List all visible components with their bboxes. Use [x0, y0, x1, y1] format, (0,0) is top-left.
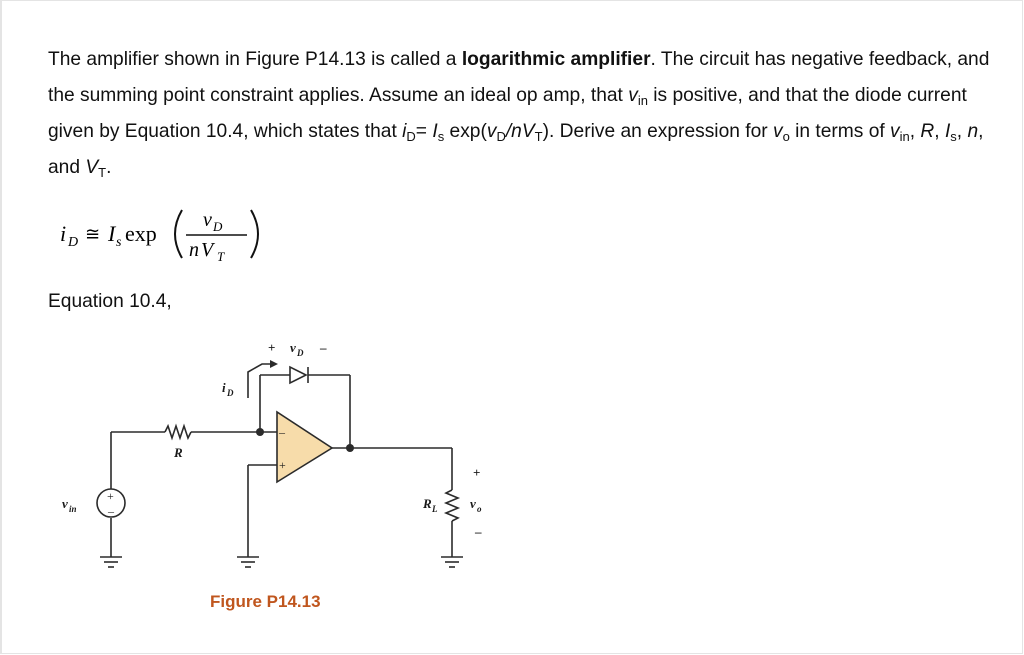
eq-vd: v: [203, 209, 212, 231]
diode-triangle: [290, 367, 306, 383]
comma-4: , and: [48, 121, 984, 178]
resistor-r: [165, 426, 191, 438]
r-symbol: R: [920, 121, 935, 142]
vt-symbol: V: [521, 121, 535, 142]
problem-text-3: is positive, and that the diode current given by Equation 10.4, which states that: [48, 85, 967, 142]
is2-subscript: s: [950, 129, 957, 144]
eq-is-sub: s: [116, 235, 122, 250]
id-label-sub: D: [227, 388, 234, 398]
id-subscript: D: [406, 129, 416, 144]
vt2-subscript: T: [98, 165, 107, 180]
period: .: [106, 157, 112, 178]
source-plus: +: [107, 489, 114, 503]
vin2-symbol: v: [890, 121, 900, 142]
vo-label: v: [470, 496, 476, 511]
exp-close: ). Derive an expression for: [542, 121, 773, 142]
eq-vd-sub: D: [213, 219, 223, 234]
eq-right-paren: [251, 210, 258, 258]
opamp-plus: +: [279, 458, 286, 472]
eq-left-paren: [175, 210, 182, 258]
id-arrowhead: [270, 360, 278, 368]
id-symbol: i: [402, 121, 407, 142]
eq-id: i: [60, 221, 67, 246]
eq-vt: V: [201, 239, 214, 261]
exp-open: exp(: [444, 121, 487, 142]
eq-n: n: [189, 239, 199, 261]
vd-plus: +: [268, 340, 276, 355]
id-arrow-line: [248, 364, 270, 398]
vd-label: v: [290, 340, 296, 355]
equals-sign: =: [415, 121, 433, 142]
vo-minus: –: [475, 524, 482, 539]
eq-approx: ≅: [85, 224, 101, 245]
summing-node: [256, 428, 264, 436]
problem-text-4: in terms of: [789, 121, 891, 142]
is-subscript: s: [437, 129, 445, 144]
vo-plus: +: [473, 465, 481, 480]
vd-minus: –: [320, 340, 327, 355]
problem-text-2: . The circuit has negative feedback, and the summing point constraint applies. Assume an ideal op amp, that: [48, 49, 990, 106]
diode-equation: [58, 198, 278, 275]
comma-3: ,: [956, 121, 968, 142]
vin-symbol: v: [628, 85, 638, 106]
is2-symbol: I: [944, 121, 951, 142]
vt2-symbol: V: [85, 157, 99, 178]
n-symbol: n: [967, 121, 979, 142]
bold-term: logarithmic amplifier: [461, 49, 651, 70]
eq-is: I: [108, 221, 116, 246]
source-minus: –: [108, 504, 114, 518]
eq-exp: exp: [125, 221, 157, 246]
opamp-minus: –: [279, 425, 285, 439]
vo-subscript: o: [782, 129, 790, 144]
problem-statement: [48, 42, 998, 186]
vin-subscript: in: [637, 93, 648, 108]
problem-text-1: The amplifier shown in Figure P14.13 is called a: [48, 49, 462, 70]
eq-id-sub: D: [68, 235, 79, 250]
eq-vt-sub: T: [217, 249, 225, 264]
comma-1: ,: [909, 121, 921, 142]
vd-subscript: D: [496, 129, 506, 144]
vd-symbol: v: [486, 121, 497, 142]
vin2-subscript: in: [899, 129, 910, 144]
resistor-rl: [446, 490, 458, 521]
vo-symbol: v: [772, 121, 783, 142]
equation-caption: Equation 10.4,: [48, 291, 172, 312]
circuit-figure: [50, 330, 510, 625]
figure-caption: Figure P14.13: [210, 592, 321, 611]
vo-label-sub: o: [477, 504, 482, 514]
comma-2: ,: [934, 121, 945, 142]
rl-label: R: [423, 496, 432, 511]
vd-label-sub: D: [297, 348, 304, 358]
output-node: [346, 444, 354, 452]
vin-label: v: [62, 496, 68, 511]
is-symbol: I: [432, 121, 438, 142]
id-label: i: [222, 380, 226, 395]
r-label: R: [174, 445, 183, 460]
rl-label-sub: L: [432, 504, 438, 514]
vt-subscript: T: [534, 129, 543, 144]
vin-label-sub: in: [69, 504, 77, 514]
slash-n: /n: [505, 121, 522, 142]
